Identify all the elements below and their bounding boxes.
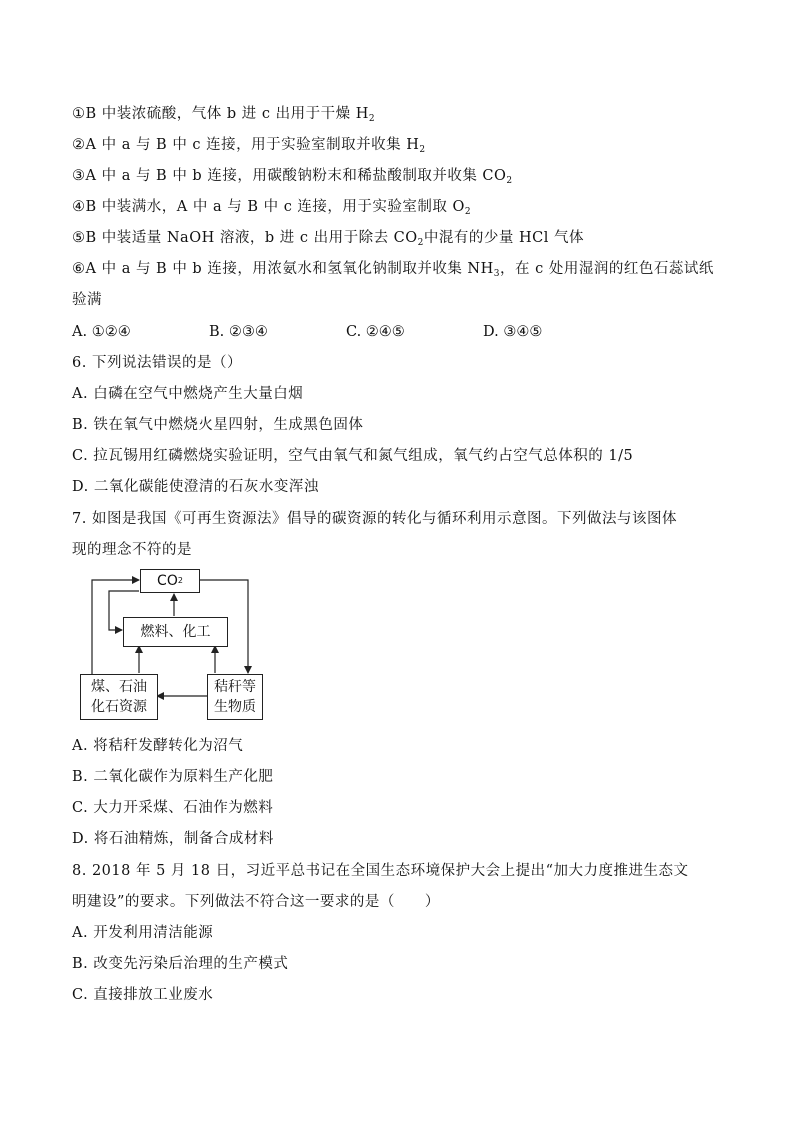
- fossil-resource-box: 煤、石油 化石资源: [80, 674, 158, 720]
- q6-option-a[interactable]: A. 白磷在空气中燃烧产生大量白烟: [72, 386, 304, 402]
- q8-option-a[interactable]: A. 开发利用清洁能源: [72, 925, 214, 941]
- q7-option-d[interactable]: D. 将石油精炼，制备合成材料: [72, 831, 274, 847]
- q6-option-d[interactable]: D. 二氧化碳能使澄清的石灰水变浑浊: [72, 479, 319, 495]
- q7-option-a[interactable]: A. 将秸秆发酵转化为沼气: [72, 738, 244, 754]
- q8-stem-line2: 明建设”的要求。下列做法不符合这一要求的是（ ）: [72, 894, 440, 910]
- q8-stem-line1: 8. 2018 年 5 月 18 日，习近平总书记在全国生态环境保护大会上提出“加大力度推进生态文: [72, 863, 689, 879]
- fuel-chemical-box: 燃料、化工: [123, 617, 228, 647]
- q5-option-c[interactable]: C. ②④⑤: [346, 324, 405, 340]
- q5-option-d[interactable]: D. ③④⑤: [483, 324, 543, 340]
- q7-option-c[interactable]: C. 大力开采煤、石油作为燃料: [72, 800, 274, 816]
- statement-6-cont: 验满: [72, 292, 102, 308]
- statement-5: ⑤B 中装适量 NaOH 溶液，b 进 c 出用于除去 $CO_2$中混有的少量 HCl 气体: [72, 230, 585, 248]
- q6-stem: 6. 下列说法错误的是（）: [72, 355, 242, 371]
- statement-1: ①B 中装浓硫酸，气体 b 进 c 出用于干燥 $H_2$: [72, 106, 376, 124]
- q7-stem-line2: 现的理念不符的是: [72, 542, 192, 558]
- q8-option-c[interactable]: C. 直接排放工业废水: [72, 987, 214, 1003]
- q6-option-b[interactable]: B. 铁在氧气中燃烧火星四射，生成黑色固体: [72, 417, 364, 433]
- q8-option-b[interactable]: B. 改变先污染后治理的生产模式: [72, 956, 289, 972]
- q7-option-b[interactable]: B. 二氧化碳作为原料生产化肥: [72, 769, 274, 785]
- q5-options: [72, 322, 542, 342]
- q5-option-a[interactable]: A. ①②④: [72, 324, 131, 340]
- statement-2: ②A 中 a 与 B 中 c 连接，用于实验室制取并收集 $H_2$: [72, 137, 426, 155]
- q5-option-b[interactable]: B. ②③④: [209, 324, 268, 340]
- co2-box: CO 2: [140, 569, 200, 593]
- statement-4: ④B 中装满水，A 中 a 与 B 中 c 连接，用于实验室制取 $O_2$: [72, 199, 472, 217]
- statement-6: ⑥A 中 a 与 B 中 b 连接，用浓氨水和氢氧化钠制取并收集 $NH_3$，在 c 处用湿润的红色石蕊试纸: [72, 261, 714, 279]
- biomass-box: 秸秆等 生物质: [207, 674, 263, 720]
- statement-3: ③A 中 a 与 B 中 b 连接，用碳酸钠粉末和稀盐酸制取并收集 $CO_2$: [72, 168, 513, 186]
- q7-stem-line1: 7. 如图是我国《可再生资源法》倡导的碳资源的转化与循环利用示意图。下列做法与该图体: [72, 511, 677, 527]
- q6-option-c[interactable]: C. 拉瓦锡用红磷燃烧实验证明，空气由氧气和氮气组成，氧气约占空气总体积的 1/5: [72, 448, 634, 464]
